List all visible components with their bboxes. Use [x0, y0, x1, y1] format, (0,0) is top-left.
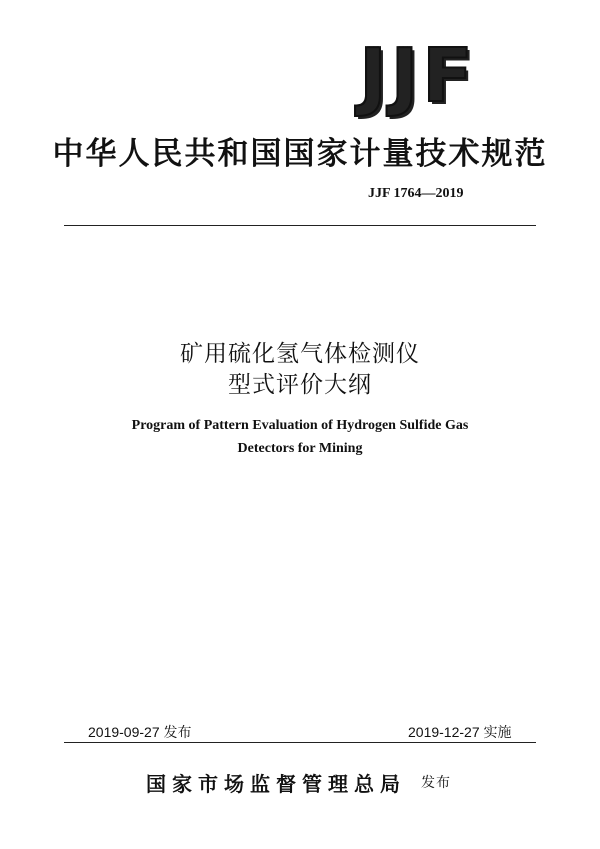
title-cn-line1: 矿用硫化氢气体检测仪 — [180, 341, 420, 367]
standard-code: JJF 1764—2019 — [368, 186, 464, 201]
series-title: 中华人民共和国国家计量技术规范 — [52, 136, 548, 172]
implementation-date: 2019-12-27 实施 — [408, 724, 512, 740]
title-en-line1: Program of Pattern Evaluation of Hydrogen Sulfide Gas — [131, 418, 469, 433]
publisher-suffix: 发布 — [421, 775, 451, 791]
logo-text: JJF — [359, 33, 477, 119]
jjf-logo — [338, 33, 498, 119]
publisher: 国家市场监督管理总局 — [146, 772, 406, 796]
issue-date: 2019-09-27 发布 — [88, 724, 192, 740]
title-en-line2: Detectors for Mining — [237, 441, 363, 456]
bottom-divider — [64, 742, 536, 743]
top-divider — [64, 225, 536, 226]
title-cn-line2: 型式评价大纲 — [228, 372, 372, 398]
